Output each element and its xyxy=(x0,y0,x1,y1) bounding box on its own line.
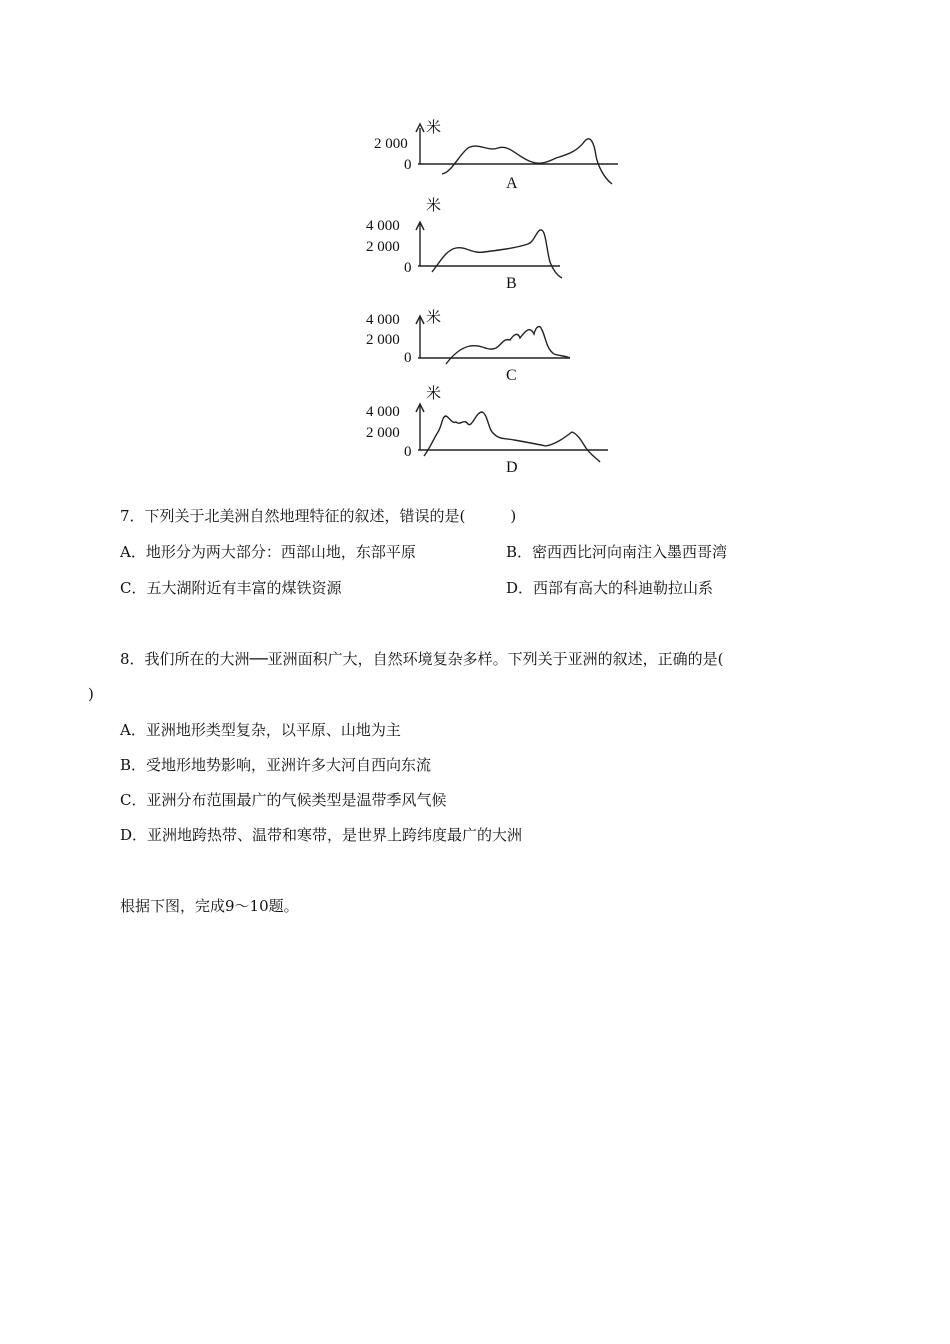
instruction-text: 根据下图，完成9～10题。 xyxy=(120,897,299,915)
unit-label: 米 xyxy=(426,310,442,326)
profile-panel-c xyxy=(366,309,570,384)
tick-label: 4 000 xyxy=(366,312,400,328)
tick-label: 4 000 xyxy=(366,218,400,234)
question-8-option-a: A．亚洲地形类型复杂，以平原、山地为主 xyxy=(120,721,401,739)
question-7-stem: 7．下列关于北美洲自然地理特征的叙述，错误的是( ) xyxy=(120,507,517,525)
profile-line-b xyxy=(432,230,562,278)
panel-letter: A xyxy=(506,175,518,192)
panel-letter: B xyxy=(506,275,517,292)
profile-panel-b xyxy=(366,197,562,292)
tick-label: 0 xyxy=(404,260,412,276)
tick-label: 2 000 xyxy=(374,136,408,152)
tick-label: 2 000 xyxy=(366,239,400,255)
question-8-option-c: C．亚洲分布范围最广的气候类型是温带季风气候 xyxy=(120,791,447,809)
question-8-option-d: D．亚洲地跨热带、温带和寒带，是世界上跨纬度最广的大洲 xyxy=(120,826,523,844)
elevation-profiles-svg xyxy=(360,112,630,492)
tick-label: 0 xyxy=(404,444,412,460)
question-7-option-c: C．五大湖附近有丰富的煤铁资源 xyxy=(120,579,342,597)
panel-letter: C xyxy=(506,367,517,384)
tick-label: 2 000 xyxy=(366,332,400,348)
question-7-option-d: D．西部有高大的科迪勒拉山系 xyxy=(506,579,714,597)
unit-label: 米 xyxy=(426,386,442,402)
question-7-option-b: B．密西西比河向南注入墨西哥湾 xyxy=(506,543,728,561)
tick-label: 4 000 xyxy=(366,404,400,420)
tick-label: 0 xyxy=(404,157,412,173)
tick-label: 0 xyxy=(404,350,412,366)
unit-label: 米 xyxy=(426,198,442,214)
panel-letter: D xyxy=(506,459,518,476)
profile-line-a xyxy=(442,139,612,184)
question-8-stem-cont: ) xyxy=(88,685,94,703)
question-7-option-a: A．地形分为两大部分：西部山地，东部平原 xyxy=(120,543,416,561)
unit-label: 米 xyxy=(426,120,442,136)
elevation-profile-figure xyxy=(360,112,630,492)
profile-line-d xyxy=(424,412,600,462)
question-8-stem: 8．我们所在的大洲──亚洲面积广大，自然环境复杂多样。下列关于亚洲的叙述，正确的是( xyxy=(120,650,724,668)
profile-panel-d xyxy=(366,385,608,476)
tick-label: 2 000 xyxy=(366,425,400,441)
profile-panel-a xyxy=(374,119,618,192)
question-8-option-b: B．受地形地势影响，亚洲许多大河自西向东流 xyxy=(120,756,432,774)
